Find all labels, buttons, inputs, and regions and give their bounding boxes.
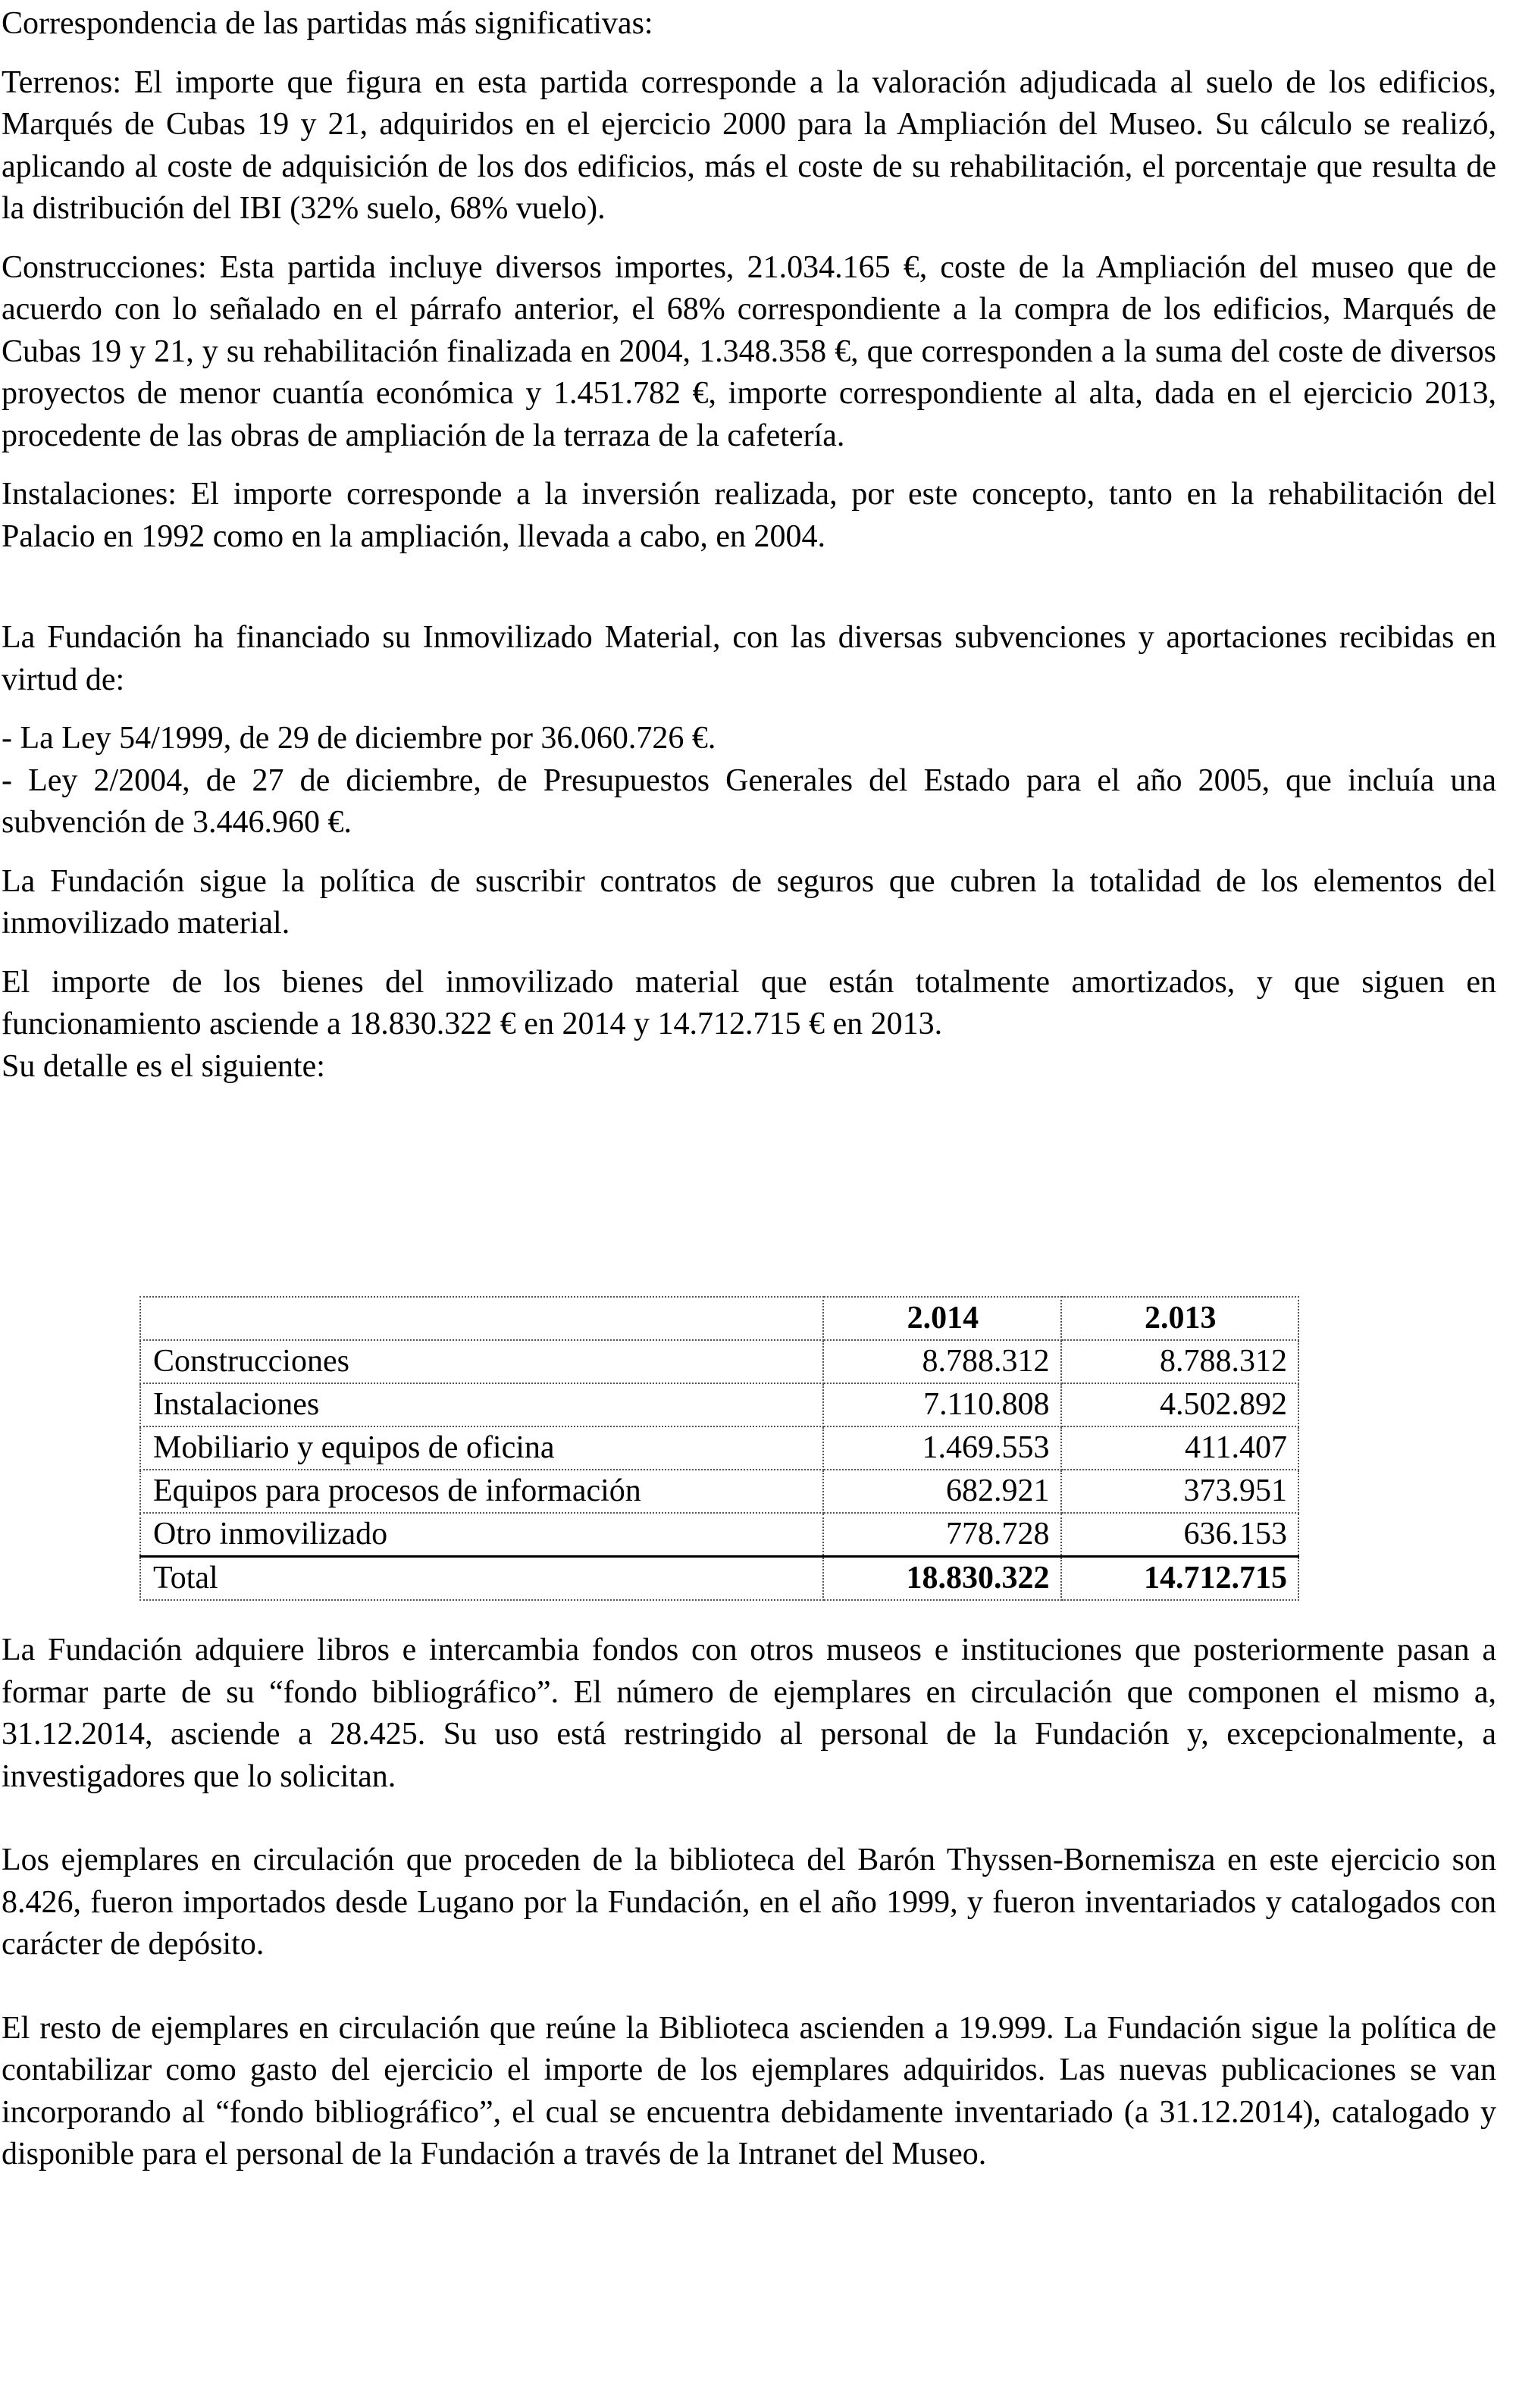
table-total-row — [140, 1557, 1298, 1601]
table-row — [140, 1426, 1298, 1470]
amortized-assets-table — [139, 1296, 1299, 1601]
total-value-2014: 18.830.322 — [823, 1557, 1060, 1601]
row-value-2013: 373.951 — [1061, 1470, 1298, 1513]
table-row — [140, 1470, 1298, 1513]
amortized-assets-table-wrapper — [139, 1296, 1299, 1601]
row-label: Otro inmovilizado — [140, 1513, 823, 1557]
row-value-2014: 778.728 — [823, 1513, 1060, 1557]
row-label: Instalaciones — [140, 1383, 823, 1426]
paragraph-resto-ejemplares: El resto de ejemplares en circulación que reúne la Biblioteca ascienden a 19.999. La Fundación sigue la política de contabilizar como gasto del ejercicio el importe de los ejemplares adquiridos. Las nuevas publicaciones se van incorporando al “fondo bibliográfico”, el cual se encuentra debidamente inventariado (a 31.12.2014), catalogado y disponible para el personal de la Fundación a través de la Intranet del Museo. — [2, 2010, 1496, 2172]
paragraph-seguros: La Fundación sigue la política de suscribir contratos de seguros que cubren la totalidad de los elementos del inmovilizado material. — [2, 863, 1496, 941]
row-value-2013: 411.407 — [1061, 1426, 1298, 1470]
table-row — [140, 1340, 1298, 1383]
table-row — [140, 1383, 1298, 1426]
paragraph-detalle-intro: Su detalle es el siguiente: — [2, 1048, 325, 1084]
table-header-2014: 2.014 — [823, 1297, 1060, 1340]
row-value-2013: 8.788.312 — [1061, 1340, 1298, 1383]
row-label: Equipos para procesos de información — [140, 1470, 823, 1513]
row-value-2013: 636.153 — [1061, 1513, 1298, 1557]
paragraph-construcciones: Construcciones: Esta partida incluye diversos importes, 21.034.165 €, coste de la Ampliación del museo que de acuerdo con lo señalado en el párrafo anterior, el 68% correspondiente a la compra de los edificios, Marqués de Cubas 19 y 21, y su rehabilitación finalizada en 2004, 1.348.358 €, que corresponden a la suma del coste de diversos proyectos de menor cuantía económica y 1.451.782 €, importe correspondiente al alta, dada en el ejercicio 2013, procedente de las obras de ampliación de la terraza de la cafetería. — [2, 249, 1496, 453]
table-header-2013: 2.013 — [1061, 1297, 1298, 1340]
table-header-label — [140, 1297, 823, 1340]
row-value-2014: 1.469.553 — [823, 1426, 1060, 1470]
total-label: Total — [140, 1557, 823, 1601]
paragraph-instalaciones: Instalaciones: El importe corresponde a la inversión realizada, por este concepto, tanto en la rehabilitación del Palacio en 1992 como en la ampliación, llevada a cabo, en 2004. — [2, 477, 1496, 554]
table-header-row — [140, 1297, 1298, 1340]
row-value-2013: 4.502.892 — [1061, 1383, 1298, 1426]
paragraph-fondo-bibliografico: La Fundación adquiere libros e intercambia fondos con otros museos e instituciones que posteriormente pasan a formar parte de su “fondo bibliográfico”. El número de ejemplares en circulación que componen el mismo a, 31.12.2014, asciende a 28.425. Su uso está restringido al personal de la Fundación y, excepcionalmente, a investigadores que lo solicitan. — [2, 1633, 1496, 1794]
list-item-ley-54-1999: - La Ley 54/1999, de 29 de diciembre por 36.060.726 €. — [2, 721, 716, 756]
document-lower-section — [2, 1630, 1496, 2193]
row-value-2014: 8.788.312 — [823, 1340, 1060, 1383]
paragraph-terrenos: Terrenos: El importe que figura en esta partida corresponde a la valoración adjudicada al suelo de los edificios, Marqués de Cubas 19 y 21, adquiridos en el ejercicio 2000 para la Ampliación del Museo. Su cálculo se realizó, aplicando al coste de adquisición de los dos edificios, más el coste de su rehabilitación, el porcentaje que resulta de la distribución del IBI (32% suelo, 68% vuelo). — [2, 64, 1496, 226]
table-row — [140, 1513, 1298, 1557]
paragraph-amortizados: El importe de los bienes del inmovilizado material que están totalmente amortizados, y que siguen en funcionamiento asciende a 18.830.322 € en 2014 y 14.712.715 € en 2013. — [2, 964, 1496, 1041]
row-label: Construcciones — [140, 1340, 823, 1383]
paragraph-biblioteca-baron: Los ejemplares en circulación que proceden de la biblioteca del Barón Thyssen-Bornemisza en este ejercicio son 8.426, fueron importados desde Lugano por la Fundación, en el año 1999, y fueron inventariados y catalogados con carácter de depósito. — [2, 1843, 1496, 1962]
row-value-2014: 682.921 — [823, 1470, 1060, 1513]
list-item-ley-2-2004: - Ley 2/2004, de 27 de diciembre, de Presupuestos Generales del Estado para el año 2005, que incluía una subvención de 3.446.960 €. — [2, 762, 1496, 840]
document-page — [2, 3, 1496, 1088]
paragraph-financiacion: La Fundación ha financiado su Inmovilizado Material, con las diversas subvenciones y aportaciones recibidas en virtud de: — [2, 620, 1496, 697]
row-value-2014: 7.110.808 — [823, 1383, 1060, 1426]
total-value-2013: 14.712.715 — [1061, 1557, 1298, 1601]
section-heading: Correspondencia de las partidas más significativas: — [2, 6, 653, 41]
row-label: Mobiliario y equipos de oficina — [140, 1426, 823, 1470]
